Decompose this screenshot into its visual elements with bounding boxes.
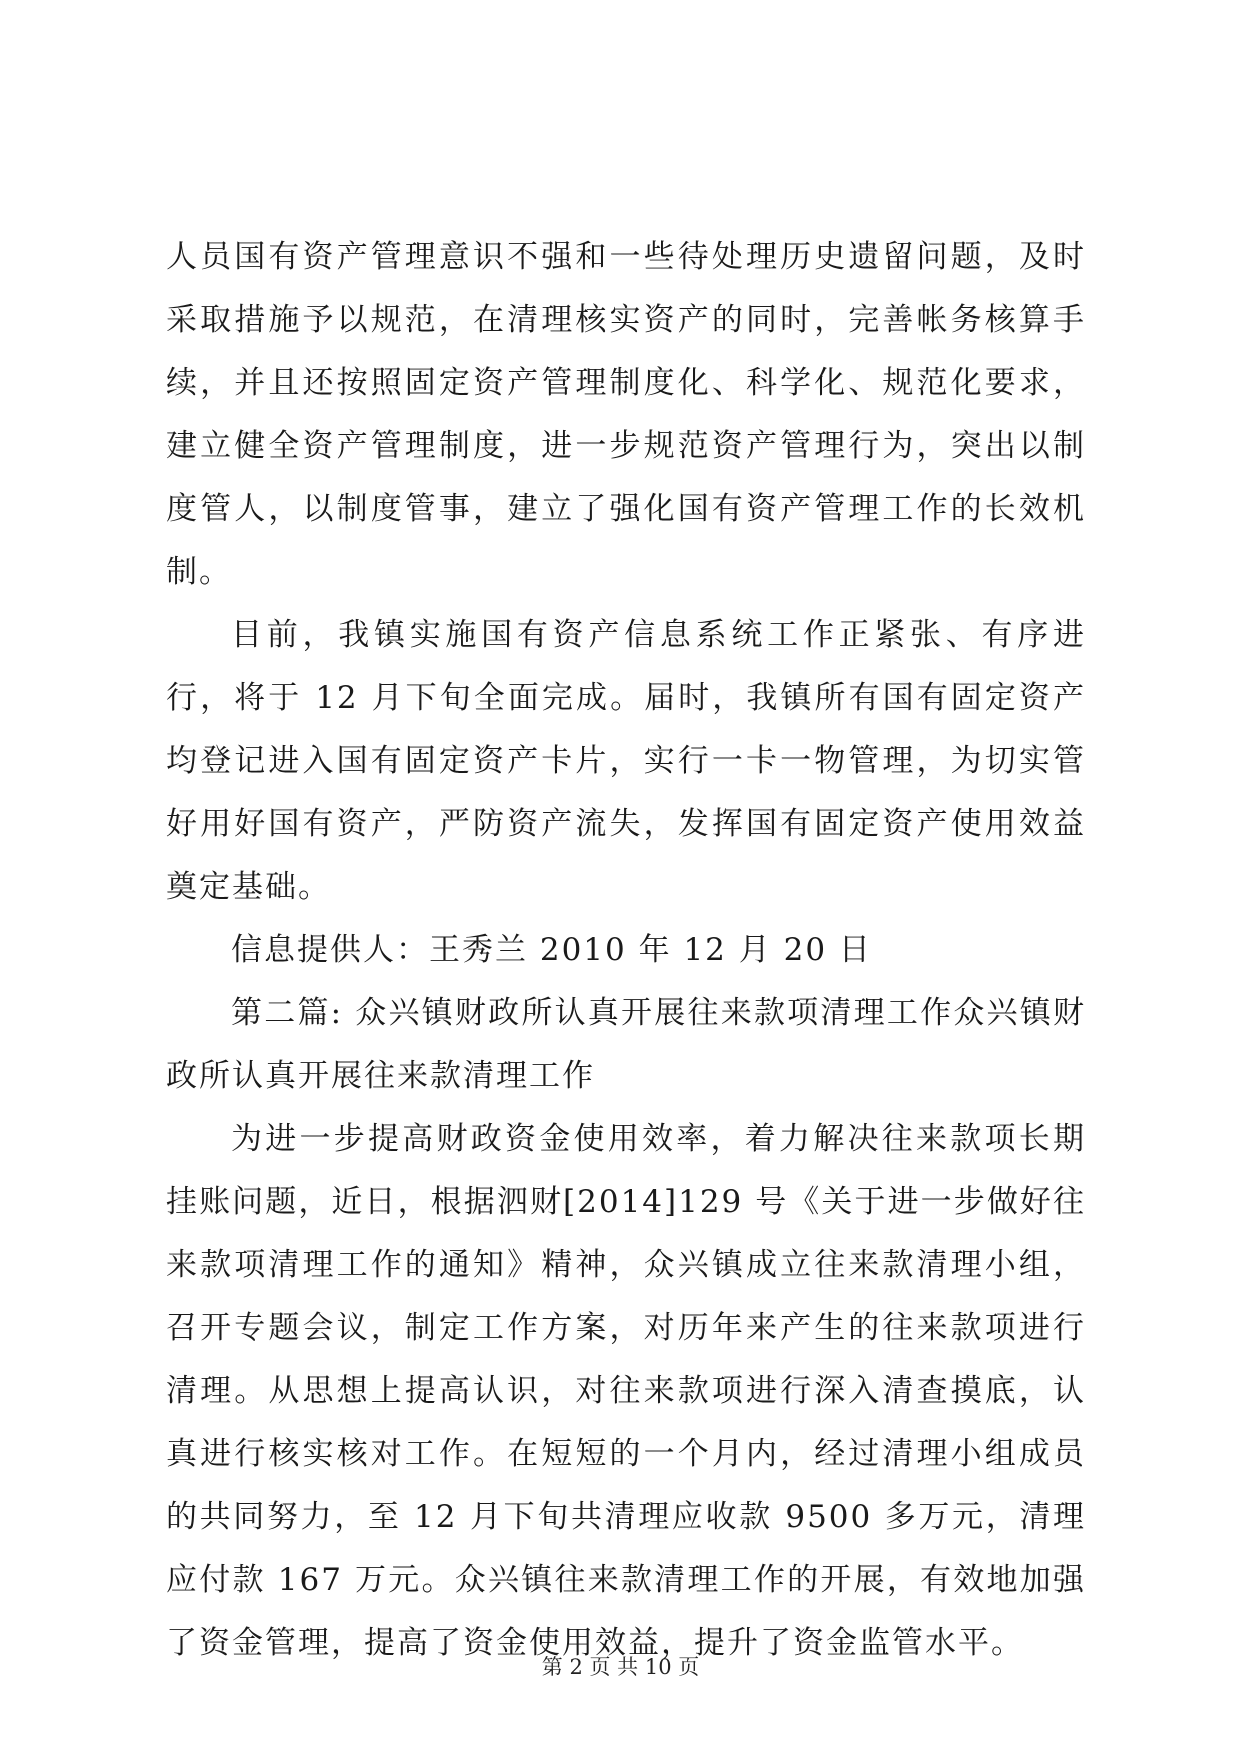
page-number-footer: 第 2 页 共 10 页 <box>541 1655 700 1679</box>
document-body <box>166 226 1086 1675</box>
paragraph-information-provider: 信息提供人：王秀兰 2010 年 12 月 20 日 <box>231 932 872 968</box>
section-title-second-article: 第二篇: 众兴镇财政所认真开展往来款项清理工作众兴镇财政所认真开展往来款清理工作 <box>166 995 1086 1094</box>
paragraph-asset-management-continued: 人员国有资产管理意识不强和一些待处理历史遗留问题，及时采取措施予以规范，在清理核实资产的同时，完善帐务核算手续，并且还按照固定资产管理制度化、科学化、规范化要求，建立健全资产管理制度，进一步规范资产管理行为，突出以制度管人，以制度管事，建立了强化国有资产管理工作的长效机制。 <box>166 239 1086 590</box>
paragraph-asset-system-progress: 目前，我镇实施国有资产信息系统工作正紧张、有序进行，将于 12 月下旬全面完成。届时，我镇所有国有固定资产均登记进入国有固定资产卡片，实行一卡一物管理，为切实管好用好国有资产，严防资产流失，发挥国有固定资产使用效益奠定基础。 <box>166 617 1086 905</box>
paragraph-receivables-cleanup: 为进一步提高财政资金使用效率，着力解决往来款项长期挂账问题，近日，根据泗财[2014]129 号《关于进一步做好往来款项清理工作的通知》精神，众兴镇成立往来款清理小组，召开专题会议，制定工作方案，对历年来产生的往来款项进行清理。从思想上提高认识，对往来款项进行深入清查摸底，认真进行核实核对工作。在短短的一个月内，经过清理小组成员的共同努力，至 12 月下旬共清理应收款 9500 多万元，清理应付款 167 万元。众兴镇往来款清理工作的开展，有效地加强了资金管理，提高了资金使用效益，提升了资金监管水平。 <box>166 1121 1086 1661</box>
